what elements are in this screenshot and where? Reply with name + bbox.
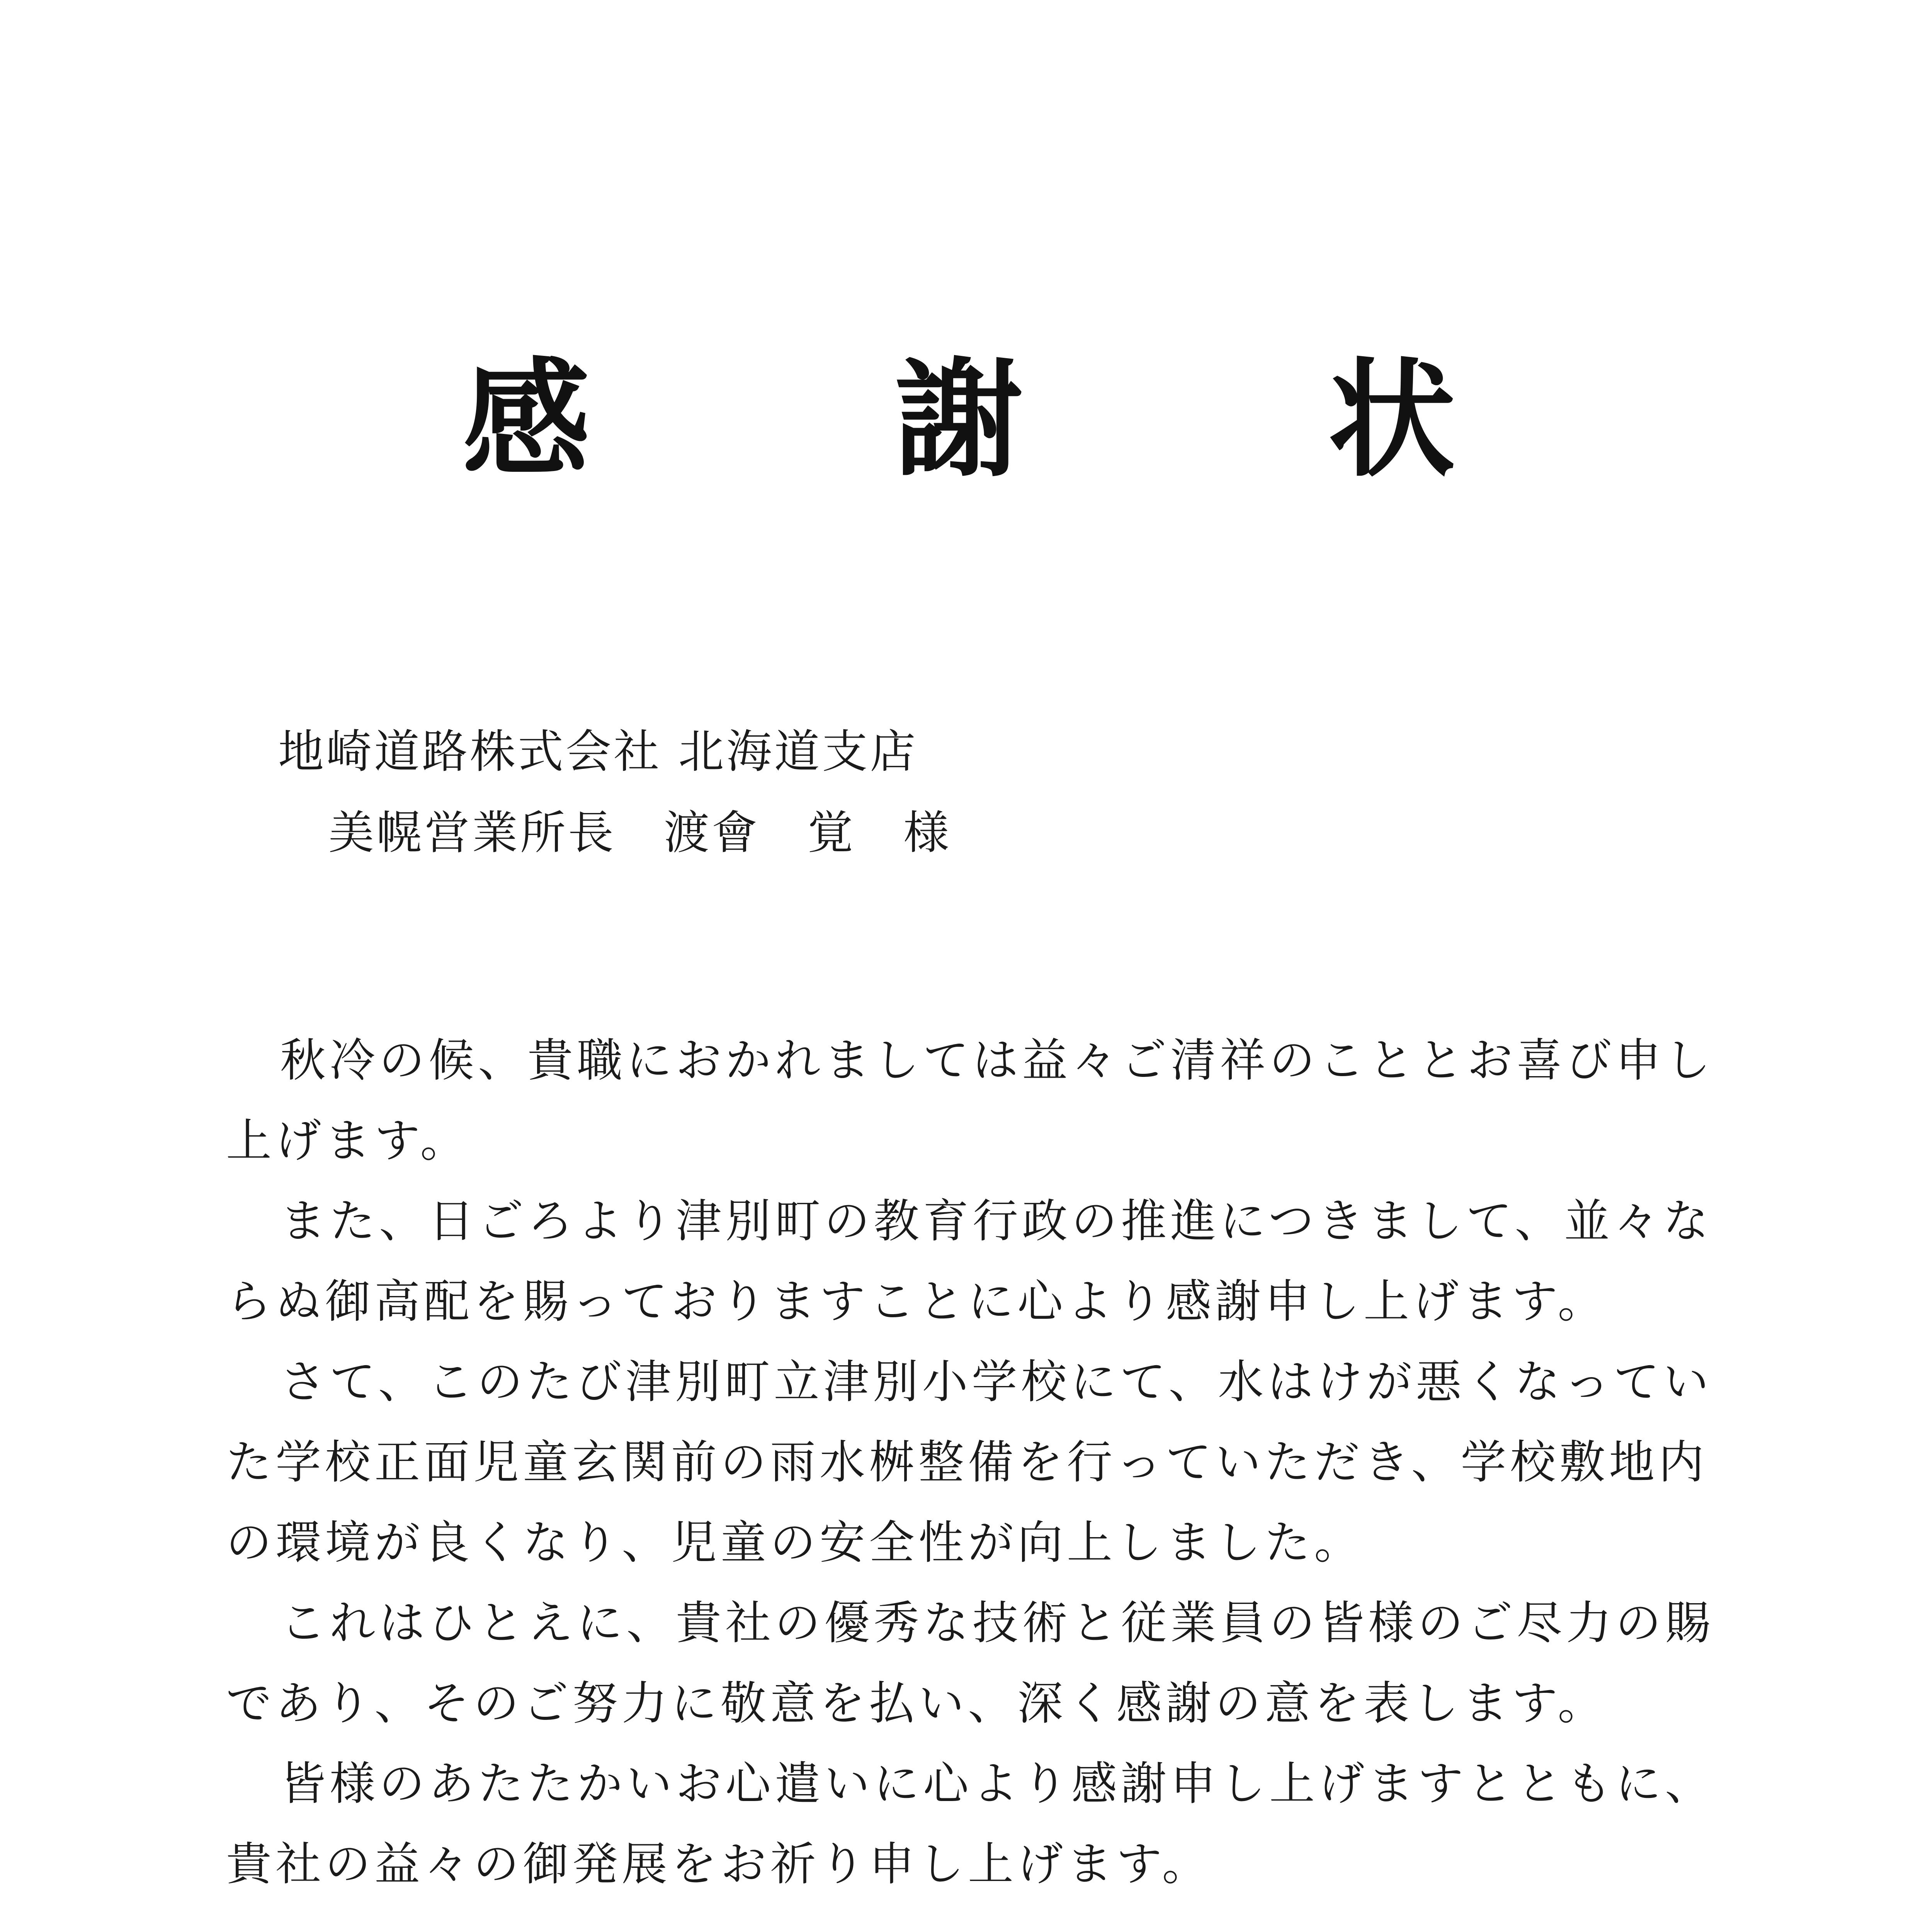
body-paragraph: また、日ごろより津別町の教育行政の推進につきまして、並々ならぬ御高配を賜っておりますことに心より感謝申し上げます。 <box>226 1194 1713 1328</box>
addressee-company: 地崎道路株式会社 北海道支店 <box>278 725 918 778</box>
body-paragraph: さて、このたび津別町立津別小学校にて、水はけが悪くなっていた学校正面児童玄関前の雨水桝整備を行っていただき、学校敷地内の環境が良くなり、児童の安全性が向上しました。 <box>226 1355 1713 1569</box>
addressee-name: 美幌営業所長 渡會 覚 様 <box>328 806 952 859</box>
body-paragraph: これはひとえに、貴社の優秀な技術と従業員の皆様のご尽力の賜であり、そのご努力に敬意を払い、深く感謝の意を表します。 <box>226 1596 1715 1730</box>
certificate-body <box>226 1020 1741 1904</box>
body-paragraph: 秋冷の候、貴職におかれましては益々ご清祥のこととお喜び申し上げます。 <box>226 1034 1715 1167</box>
certificate-title: 感 謝 状 <box>462 344 1544 494</box>
addressee-block <box>278 711 951 873</box>
body-paragraph: 皆様のあたたかいお心遣いに心より感謝申し上げますとともに、貴社の益々の御発展をお祈り申し上げます。 <box>226 1757 1715 1891</box>
